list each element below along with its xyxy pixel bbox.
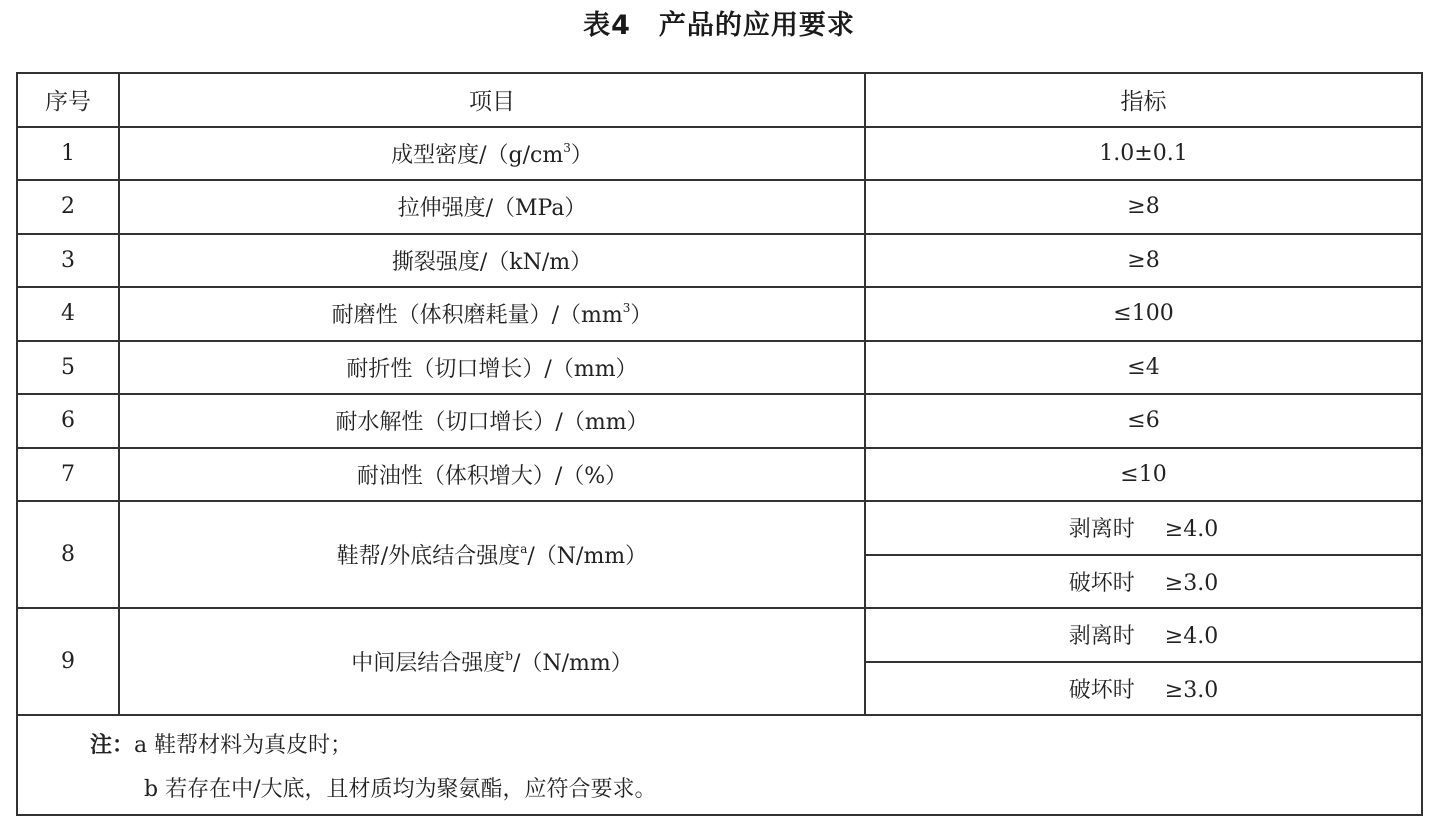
row-value: ≤10 (865, 448, 1422, 502)
row-value-peel: 剥离时 ≥4.0 (865, 608, 1422, 662)
notes-row (17, 715, 1422, 815)
row-item: 耐折性（切口增长）/（mm） (119, 341, 865, 395)
row-no: 1 (17, 127, 119, 181)
row-item: 中间层结合强度$^b$/（N/mm） (119, 608, 865, 715)
row-item: 拉伸强度/（MPa） (119, 180, 865, 234)
row-value: 1.0±0.1 (865, 127, 1422, 181)
row-item: 耐磨性（体积磨耗量）$/(mm^3)$ (119, 287, 865, 341)
table-row (17, 394, 1422, 448)
row-value-break: 破坏时 ≥3.0 (865, 555, 1422, 609)
row-value-break: 破坏时 ≥3.0 (865, 662, 1422, 716)
row-value: ≤100 (865, 287, 1422, 341)
requirements-table (16, 72, 1423, 816)
notes-cell (17, 715, 1422, 815)
row-no: 2 (17, 180, 119, 234)
table-row (17, 341, 1422, 395)
header-value: 指标 (865, 73, 1422, 127)
note-a: 注：a 鞋帮材料为真皮时； (90, 733, 353, 758)
header-item: 项目 (119, 73, 865, 127)
row-value: ≥8 (865, 234, 1422, 288)
row-item: 鞋帮/外底结合强度$^a$/（N/mm） (119, 501, 865, 608)
header-no: 序号 (17, 73, 119, 127)
table-row (17, 127, 1422, 181)
table-row (17, 180, 1422, 234)
row-value: ≤4 (865, 341, 1422, 395)
row-value-peel: 剥离时 ≥4.0 (865, 501, 1422, 555)
table-row (17, 608, 1422, 662)
table-row (17, 234, 1422, 288)
row-no: 4 (17, 287, 119, 341)
row-item: 撕裂强度/（kN/m） (119, 234, 865, 288)
row-value: ≥8 (865, 180, 1422, 234)
row-no: 3 (17, 234, 119, 288)
row-item: 耐水解性（切口增长）/（mm） (119, 394, 865, 448)
row-no: 9 (17, 608, 119, 715)
row-item: 耐油性（体积增大）/（%） (119, 448, 865, 502)
row-no: 6 (17, 394, 119, 448)
table-row (17, 501, 1422, 555)
row-no: 8 (17, 501, 119, 608)
table-row (17, 448, 1422, 502)
table-row (17, 287, 1422, 341)
row-no: 5 (17, 341, 119, 395)
table-header-row (17, 73, 1422, 127)
row-value: ≤6 (865, 394, 1422, 448)
table-caption: 表4 产品的应用要求 (583, 10, 855, 41)
row-item: 成型密度$/(g/cm^3)$ (119, 127, 865, 181)
note-b: b 若存在中/大底，且材质均为聚氨酯，应符合要求。 (144, 777, 657, 802)
row-no: 7 (17, 448, 119, 502)
